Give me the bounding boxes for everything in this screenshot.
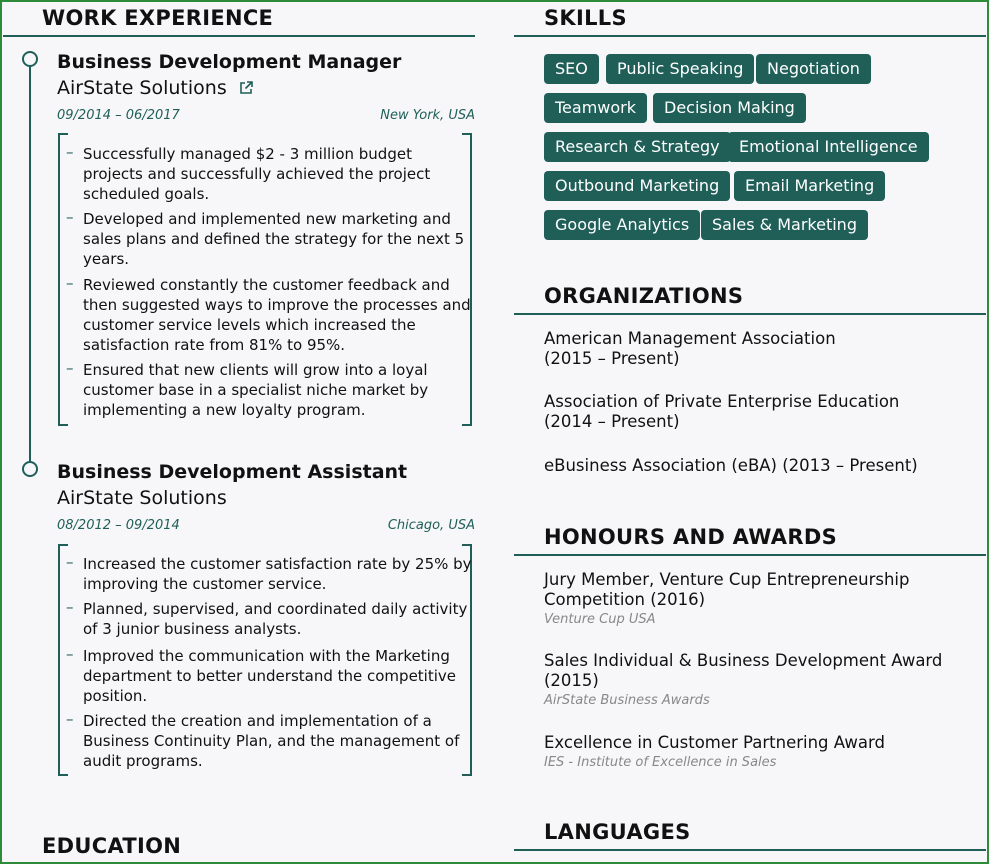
company-name: AirState Solutions bbox=[57, 77, 253, 100]
skill-chip: Teamwork bbox=[544, 93, 647, 123]
external-link-icon[interactable] bbox=[239, 78, 253, 100]
job-title: Business Development Manager bbox=[57, 51, 402, 73]
skill-chip: Public Speaking bbox=[606, 54, 754, 84]
job-dates: 09/2014 – 06/2017 bbox=[57, 108, 180, 123]
award-source: Venture Cup USA bbox=[544, 612, 656, 627]
timeline-line bbox=[29, 58, 31, 468]
skill-chip: Sales & Marketing bbox=[701, 210, 868, 240]
skills-heading: SKILLS bbox=[544, 6, 627, 30]
skill-chip: Google Analytics bbox=[544, 210, 700, 240]
job-location: New York, USA bbox=[380, 108, 475, 123]
languages-heading: LANGUAGES bbox=[544, 820, 691, 844]
skill-chip: Email Marketing bbox=[734, 171, 885, 201]
skill-chip: Emotional Intelligence bbox=[728, 132, 929, 162]
award-name: Sales Individual & Business Development Award (2015) bbox=[544, 651, 943, 690]
work-experience-heading: WORK EXPERIENCE bbox=[42, 6, 274, 30]
award-source: IES - Institute of Excellence in Sales bbox=[544, 755, 777, 770]
timeline-dot-1 bbox=[22, 51, 38, 67]
timeline-dot-2 bbox=[22, 461, 38, 477]
skill-chip: SEO bbox=[544, 54, 599, 84]
company-name: AirState Solutions bbox=[57, 487, 227, 509]
job-meta bbox=[57, 518, 475, 533]
education-heading: EDUCATION bbox=[42, 834, 182, 858]
work-experience-rule bbox=[3, 35, 475, 37]
organization-item: Association of Private Enterprise Education (2014 – Present) bbox=[544, 392, 900, 431]
award-name: Jury Member, Venture Cup Entrepreneurship Competition (2016) bbox=[544, 570, 910, 609]
award-name: Excellence in Customer Partnering Award bbox=[544, 733, 885, 752]
job-location: Chicago, USA bbox=[387, 518, 475, 533]
honours-heading: HONOURS AND AWARDS bbox=[544, 525, 837, 549]
organizations-heading: ORGANIZATIONS bbox=[544, 284, 744, 308]
skill-chip: Negotiation bbox=[756, 54, 871, 84]
languages-rule bbox=[514, 849, 986, 851]
organization-item: American Management Association (2015 – Present) bbox=[544, 329, 836, 368]
job-dates: 08/2012 – 09/2014 bbox=[57, 518, 180, 533]
organization-item: eBusiness Association (eBA) (2013 – Present) bbox=[544, 456, 918, 475]
award-source: AirState Business Awards bbox=[544, 693, 710, 708]
organizations-rule bbox=[514, 313, 986, 315]
skill-chip: Research & Strategy bbox=[544, 132, 731, 162]
honours-rule bbox=[514, 554, 986, 556]
skill-chip: Outbound Marketing bbox=[544, 171, 730, 201]
skills-rule bbox=[514, 35, 986, 37]
skill-chip: Decision Making bbox=[653, 93, 806, 123]
job-title: Business Development Assistant bbox=[57, 461, 408, 483]
job-meta bbox=[57, 108, 475, 123]
